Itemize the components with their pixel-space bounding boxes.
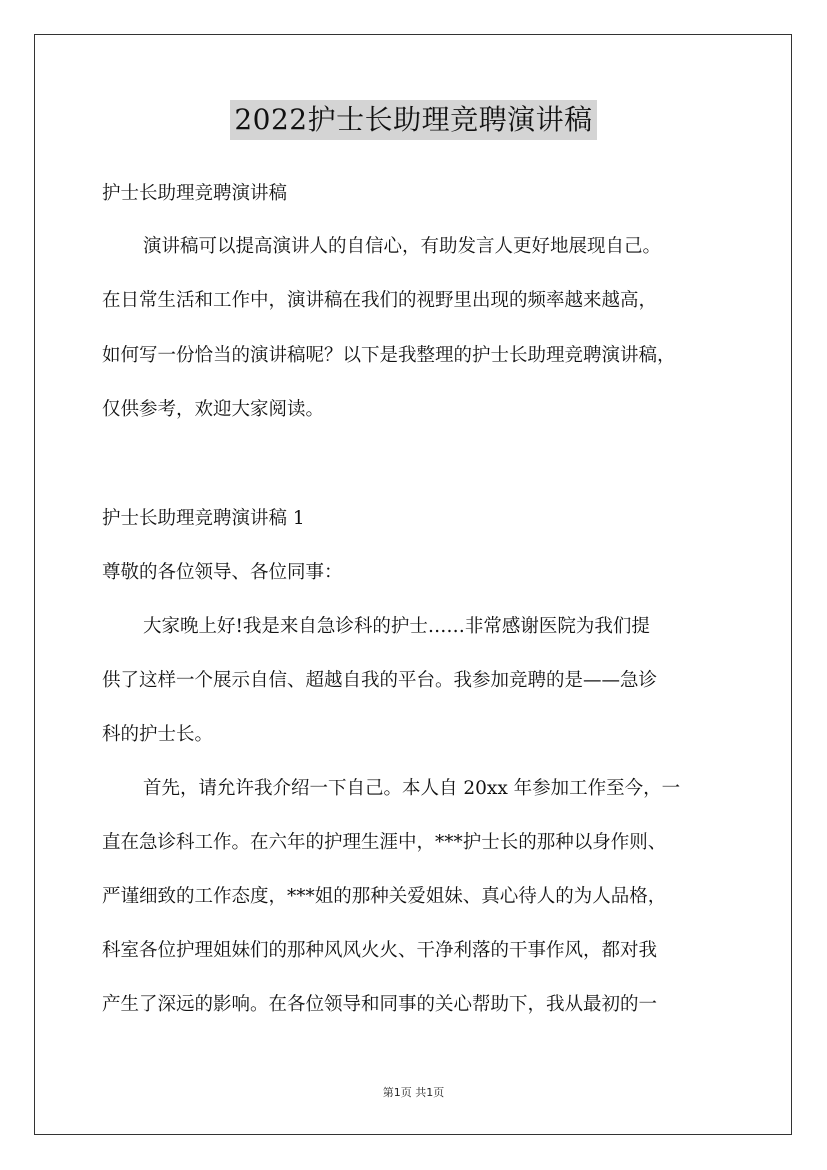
page-footer: 第1页 共1页 (382, 1086, 445, 1099)
paragraph-line: 大家晚上好!我是来自急诊科的护士……非常感谢医院为我们提 (143, 616, 650, 637)
paragraph-line: 供了这样一个展示自信、超越自我的平台。我参加竞聘的是——急诊 (102, 670, 658, 691)
subtitle: 护士长助理竞聘演讲稿 (102, 183, 288, 204)
title-container (0, 100, 827, 140)
section-heading: 护士长助理竞聘演讲稿 1 (102, 508, 305, 529)
intro-line: 在日常生活和工作中，演讲稿在我们的视野里出现的频率越来越高， (102, 290, 658, 311)
paragraph-line: 科的护士长。 (102, 724, 214, 745)
intro-line: 如何写一份恰当的演讲稿呢？以下是我整理的护士长助理竞聘演讲稿， (102, 345, 676, 366)
paragraph-line: 首先，请允许我介绍一下自己。本人自 20xx 年参加工作至今，一 (143, 778, 681, 799)
paragraph-line: 严谨细致的工作态度，***姐的那种关爱姐妹、真心待人的为人品格， (102, 886, 667, 907)
paragraph-line: 直在急诊科工作。在六年的护理生涯中，***护士长的那种以身作则、 (102, 832, 667, 853)
document-title: 2022护士长助理竞聘演讲稿 (230, 100, 596, 140)
paragraph-line: 科室各位护理姐妹们的那种风风火火、干净利落的干事作风，都对我 (102, 940, 658, 961)
intro-line: 仅供参考，欢迎大家阅读。 (102, 399, 325, 420)
paragraph-line: 产生了深远的影响。在各位领导和同事的关心帮助下，我从最初的一 (102, 994, 658, 1015)
salutation: 尊敬的各位领导、各位同事： (102, 562, 343, 583)
intro-line: 演讲稿可以提高演讲人的自信心，有助发言人更好地展现自己。 (143, 236, 662, 257)
